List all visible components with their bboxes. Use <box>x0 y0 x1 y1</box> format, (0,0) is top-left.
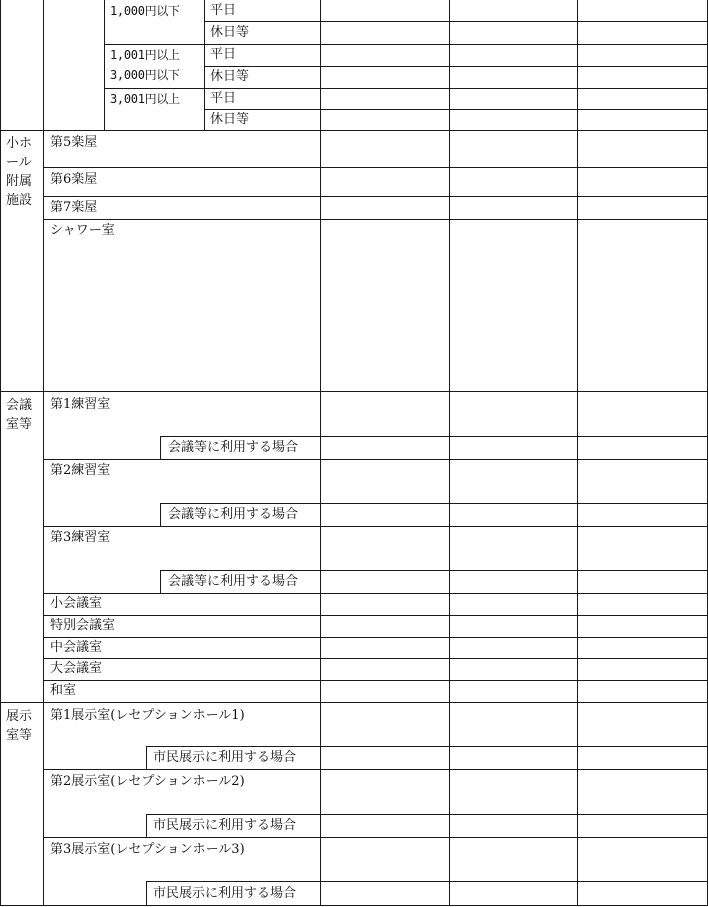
category-divider <box>43 0 44 906</box>
room-label: 第2練習室 <box>50 463 111 478</box>
category-label: 室等 <box>6 728 33 743</box>
row-line <box>43 167 708 168</box>
sub-divider <box>146 881 147 906</box>
room-label: 第3練習室 <box>50 530 111 545</box>
weekday-label: 平日 <box>210 91 237 106</box>
section-line <box>0 702 708 703</box>
sub-divider <box>160 570 161 593</box>
citizen-use-label: 市民展示に利用する場合 <box>153 818 297 833</box>
category-label: 室等 <box>6 417 33 432</box>
room-label: 第5楽屋 <box>50 135 98 150</box>
row-line <box>146 881 708 882</box>
holiday-label: 休日等 <box>210 25 250 40</box>
fee-col-divider-2 <box>449 0 450 906</box>
sub-divider <box>146 814 147 837</box>
category-label: 会議 <box>6 398 33 413</box>
row-line <box>160 436 708 437</box>
category-label: 附属 <box>6 174 33 189</box>
category-label: 施設 <box>6 193 33 208</box>
row-line <box>160 570 708 571</box>
category-label: 展示 <box>6 709 33 724</box>
sub-divider <box>146 746 147 769</box>
row-line <box>43 658 708 659</box>
row-line <box>104 88 708 89</box>
row-line <box>43 837 708 838</box>
room-label: 第3展示室(レセプションホール3) <box>50 842 245 857</box>
room-label: 中会議室 <box>50 640 103 655</box>
band-divider <box>104 0 105 130</box>
border-left <box>0 0 1 906</box>
row-line <box>146 746 708 747</box>
daytype-divider <box>204 0 205 130</box>
room-label: 特別会議室 <box>50 618 116 633</box>
sub-divider <box>160 436 161 459</box>
category-label: 小ホ <box>6 136 33 151</box>
meeting-use-label: 会議等に利用する場合 <box>168 507 299 522</box>
section-line <box>0 391 708 392</box>
row-line <box>204 21 708 22</box>
row-line <box>146 814 708 815</box>
fee-col-divider-3 <box>577 0 578 906</box>
row-line <box>104 44 708 45</box>
row-line <box>43 196 708 197</box>
price-band-label: 1,000円以下 <box>110 4 180 18</box>
room-label: 第1展示室(レセプションホール1) <box>50 708 245 723</box>
room-label: 第1練習室 <box>50 397 111 412</box>
price-band-label: 1,001円以上 <box>110 48 180 62</box>
room-label: 大会議室 <box>50 661 103 676</box>
weekday-label: 平日 <box>210 3 237 18</box>
border-bottom <box>0 905 708 906</box>
holiday-label: 休日等 <box>210 69 250 84</box>
row-line <box>43 459 708 460</box>
room-label: 和室 <box>50 683 77 698</box>
meeting-use-label: 会議等に利用する場合 <box>168 574 299 589</box>
holiday-label: 休日等 <box>210 112 250 127</box>
room-label: 第7楽屋 <box>50 200 98 215</box>
price-band-label: 3,001円以上 <box>110 92 180 106</box>
row-line <box>43 769 708 770</box>
room-label: 小会議室 <box>50 596 103 611</box>
weekday-label: 平日 <box>210 47 237 62</box>
row-line <box>43 219 708 220</box>
room-label: シャワー室 <box>50 223 115 238</box>
room-label: 第2展示室(レセプションホール2) <box>50 774 245 789</box>
category-label: ール <box>6 155 32 170</box>
row-line <box>43 593 708 594</box>
row-line <box>43 526 708 527</box>
citizen-use-label: 市民展示に利用する場合 <box>153 886 297 901</box>
section-line <box>0 130 708 131</box>
citizen-use-label: 市民展示に利用する場合 <box>153 750 297 765</box>
row-line <box>43 680 708 681</box>
row-line <box>43 615 708 616</box>
price-band-label: 3,000円以下 <box>110 68 180 82</box>
room-label: 第6楽屋 <box>50 172 98 187</box>
sub-divider <box>160 503 161 526</box>
fee-col-divider-1 <box>320 0 321 906</box>
row-line <box>160 503 708 504</box>
row-line <box>204 66 708 67</box>
meeting-use-label: 会議等に利用する場合 <box>168 440 299 455</box>
row-line <box>43 637 708 638</box>
row-line <box>204 109 708 110</box>
